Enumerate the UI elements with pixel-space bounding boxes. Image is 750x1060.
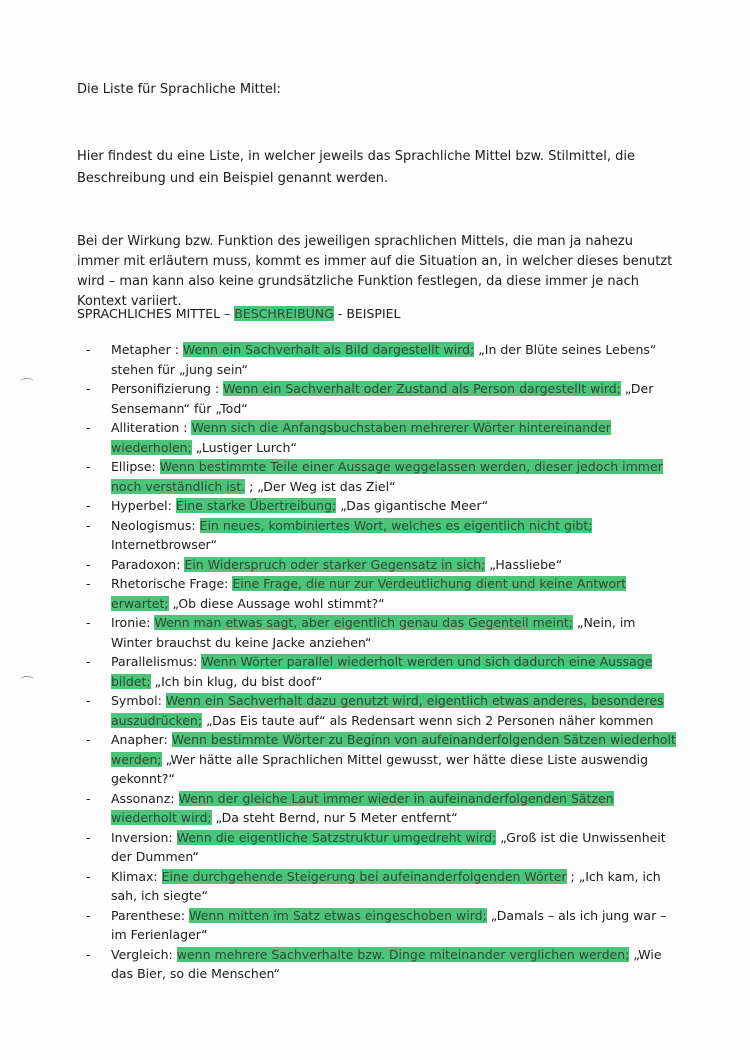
device-term: Vergleich: [111,946,173,962]
list-item [86,789,676,828]
stylistic-device-list [86,340,676,984]
list-item [86,555,676,575]
note-paragraph: Bei der Wirkung bzw. Funktion des jeweiligen sprachlichen Mittels, die man ja nahezu immer mit erläutern muss, kommt es immer auf die Situation an, in welcher dieses benutzt wird – man kann also keine grundsätzliche Funktion festlegen, da diese immer je nach Kontext variiert. [77,234,673,309]
list-item [86,945,676,984]
margin-mark [20,378,34,385]
device-description: Wenn sich die Anfangsbuchstaben mehrerer Wörter hintereinander wiederholen; [111,420,611,455]
device-description: Ein neues, kombiniertes Wort, welches es eigentlich nicht gibt; [199,517,593,533]
device-term: Symbol: [111,693,162,708]
list-dash: - [86,517,91,533]
device-term: Parenthese: [111,907,186,923]
device-description: Eine starke Übertreibung; [175,498,337,513]
page-title: Die Liste für Sprachliche Mittel: [77,82,281,97]
list-dash: - [86,790,91,806]
device-description: Wenn ein Sachverhalt oder Zustand als Person dargestellt wird; [223,381,621,396]
list-dash: - [86,381,91,396]
device-description: Wenn ein Sachverhalt dazu genutzt wird, eigentlich etwas anderes, besonderes auszudrücken; [111,693,664,728]
list-dash: - [86,342,91,357]
device-description: Wenn man etwas sagt, aber eigentlich genau das Gegenteil meint; [154,615,573,630]
list-item [86,496,676,516]
list-item [86,828,676,867]
device-term: Inversion: [111,829,173,845]
list-dash: - [86,693,91,708]
list-dash: - [86,868,91,884]
device-example: „Wer hätte alle Sprachlichen Mittel gewusst, wer hätte diese Liste auswendig gekonnt?“ [111,751,649,786]
device-example: „Ob diese Aussage wohl stimmt?“ [172,595,385,611]
device-example: ; „Der Weg ist das Ziel“ [249,478,396,494]
device-term: Klimax: [111,868,158,884]
heading-example: - BEISPIEL [333,306,401,321]
device-description: Eine Frage, die nur zur Verdeutlichung dient und keine Antwort erwartet; [111,576,627,611]
device-example: „Das Eis taute auf“ als Redensart wenn sich 2 Personen näher kommen [206,712,654,728]
list-item [86,516,676,555]
list-heading [77,306,401,321]
device-example: Internetbrowser“ [111,537,218,552]
device-description: Wenn bestimmte Wörter zu Beginn von aufeinanderfolgenden Sätzen wiederholt werden; [111,732,676,767]
device-description: Ein Widerspruch oder starker Gegensatz in sich; [184,556,486,572]
device-term: Paradoxon: [111,556,181,572]
list-dash: - [86,732,91,747]
device-term: Neologismus: [111,517,196,533]
intro-paragraph: Hier findest du eine Liste, in welcher jeweils das Sprachliche Mittel bzw. Stilmittel, die Beschreibung und ein Beispiel genannt werden. [77,149,635,186]
device-description: Wenn ein Sachverhalt als Bild dargestellt wird; [182,342,475,357]
device-description: Wenn bestimmte Teile einer Aussage weggelassen werden, dieser jedoch immer noch verständlich ist. [111,459,663,494]
device-example: „Hassliebe“ [489,556,563,572]
list-item [86,457,676,496]
heading-description: BESCHREIBUNG [234,306,334,321]
list-item [86,418,676,457]
list-dash: - [86,829,91,845]
list-dash: - [86,498,91,513]
list-item [86,906,676,945]
list-item [86,691,676,730]
device-example: „Nein, im Winter brauchst du keine Jacke anziehen“ [111,615,636,650]
list-dash: - [86,615,91,630]
device-term: Ellipse: [111,459,156,474]
device-example: „Wie das Bier, so die Menschen“ [111,946,662,981]
list-item [86,867,676,906]
device-example: „Groß ist die Unwissenheit der Dummen“ [111,829,666,864]
device-term: Ironie: [111,615,151,630]
device-example: „Lustiger Lurch“ [195,439,297,455]
list-dash: - [86,576,91,591]
list-item [86,574,676,613]
device-example: „Der Sensemann“ für „Tod“ [111,381,654,416]
list-item [86,613,676,652]
list-item [86,730,676,789]
list-item [86,652,676,691]
list-dash: - [86,459,91,474]
device-description: wenn mehrere Sachverhalte bzw. Dinge miteinander verglichen werden; [176,946,630,962]
device-example: „Ich bin klug, du bist doof“ [154,673,323,689]
device-term: Hyperbel: [111,498,172,513]
device-description: Wenn der gleiche Laut immer wieder in aufeinanderfolgenden Sätzen wiederholt wird; [111,790,614,825]
list-dash: - [86,946,91,962]
device-term: Rhetorische Frage: [111,576,229,591]
list-item [86,340,676,379]
margin-mark [20,676,34,683]
list-dash: - [86,907,91,923]
device-term: Personifizierung : [111,381,220,396]
device-term: Alliteration : [111,420,188,435]
device-example: ; „Ich kam, ich sah, ich siegte“ [111,868,661,903]
device-example: „Das gigantische Meer“ [340,498,489,513]
list-dash: - [86,420,91,435]
device-description: Wenn mitten im Satz etwas eingeschoben wird; [189,907,487,923]
device-description: Wenn die eigentliche Satzstruktur umgedreht wird; [176,829,497,845]
device-description: Wenn Wörter parallel wiederholt werden und sich dadurch eine Aussage bildet; [111,654,653,689]
list-dash: - [86,654,91,669]
device-example: „In der Blüte seines Lebens“ stehen für „jung sein“ [111,342,657,377]
device-example: „Da steht Bernd, nur 5 Meter entfernt“ [215,810,458,825]
device-term: Metapher : [111,342,179,357]
device-term: Anapher: [111,732,168,747]
device-term: Assonanz: [111,790,175,806]
device-description: Eine durchgehende Steigerung bei aufeinanderfolgenden Wörter [161,868,567,884]
heading-term: SPRACHLICHES MITTEL – [77,306,235,321]
list-dash: - [86,556,91,572]
device-example: „Damals – als ich jung war – im Ferienlager“ [111,907,667,942]
list-item [86,379,676,418]
device-term: Parallelismus: [111,654,198,669]
